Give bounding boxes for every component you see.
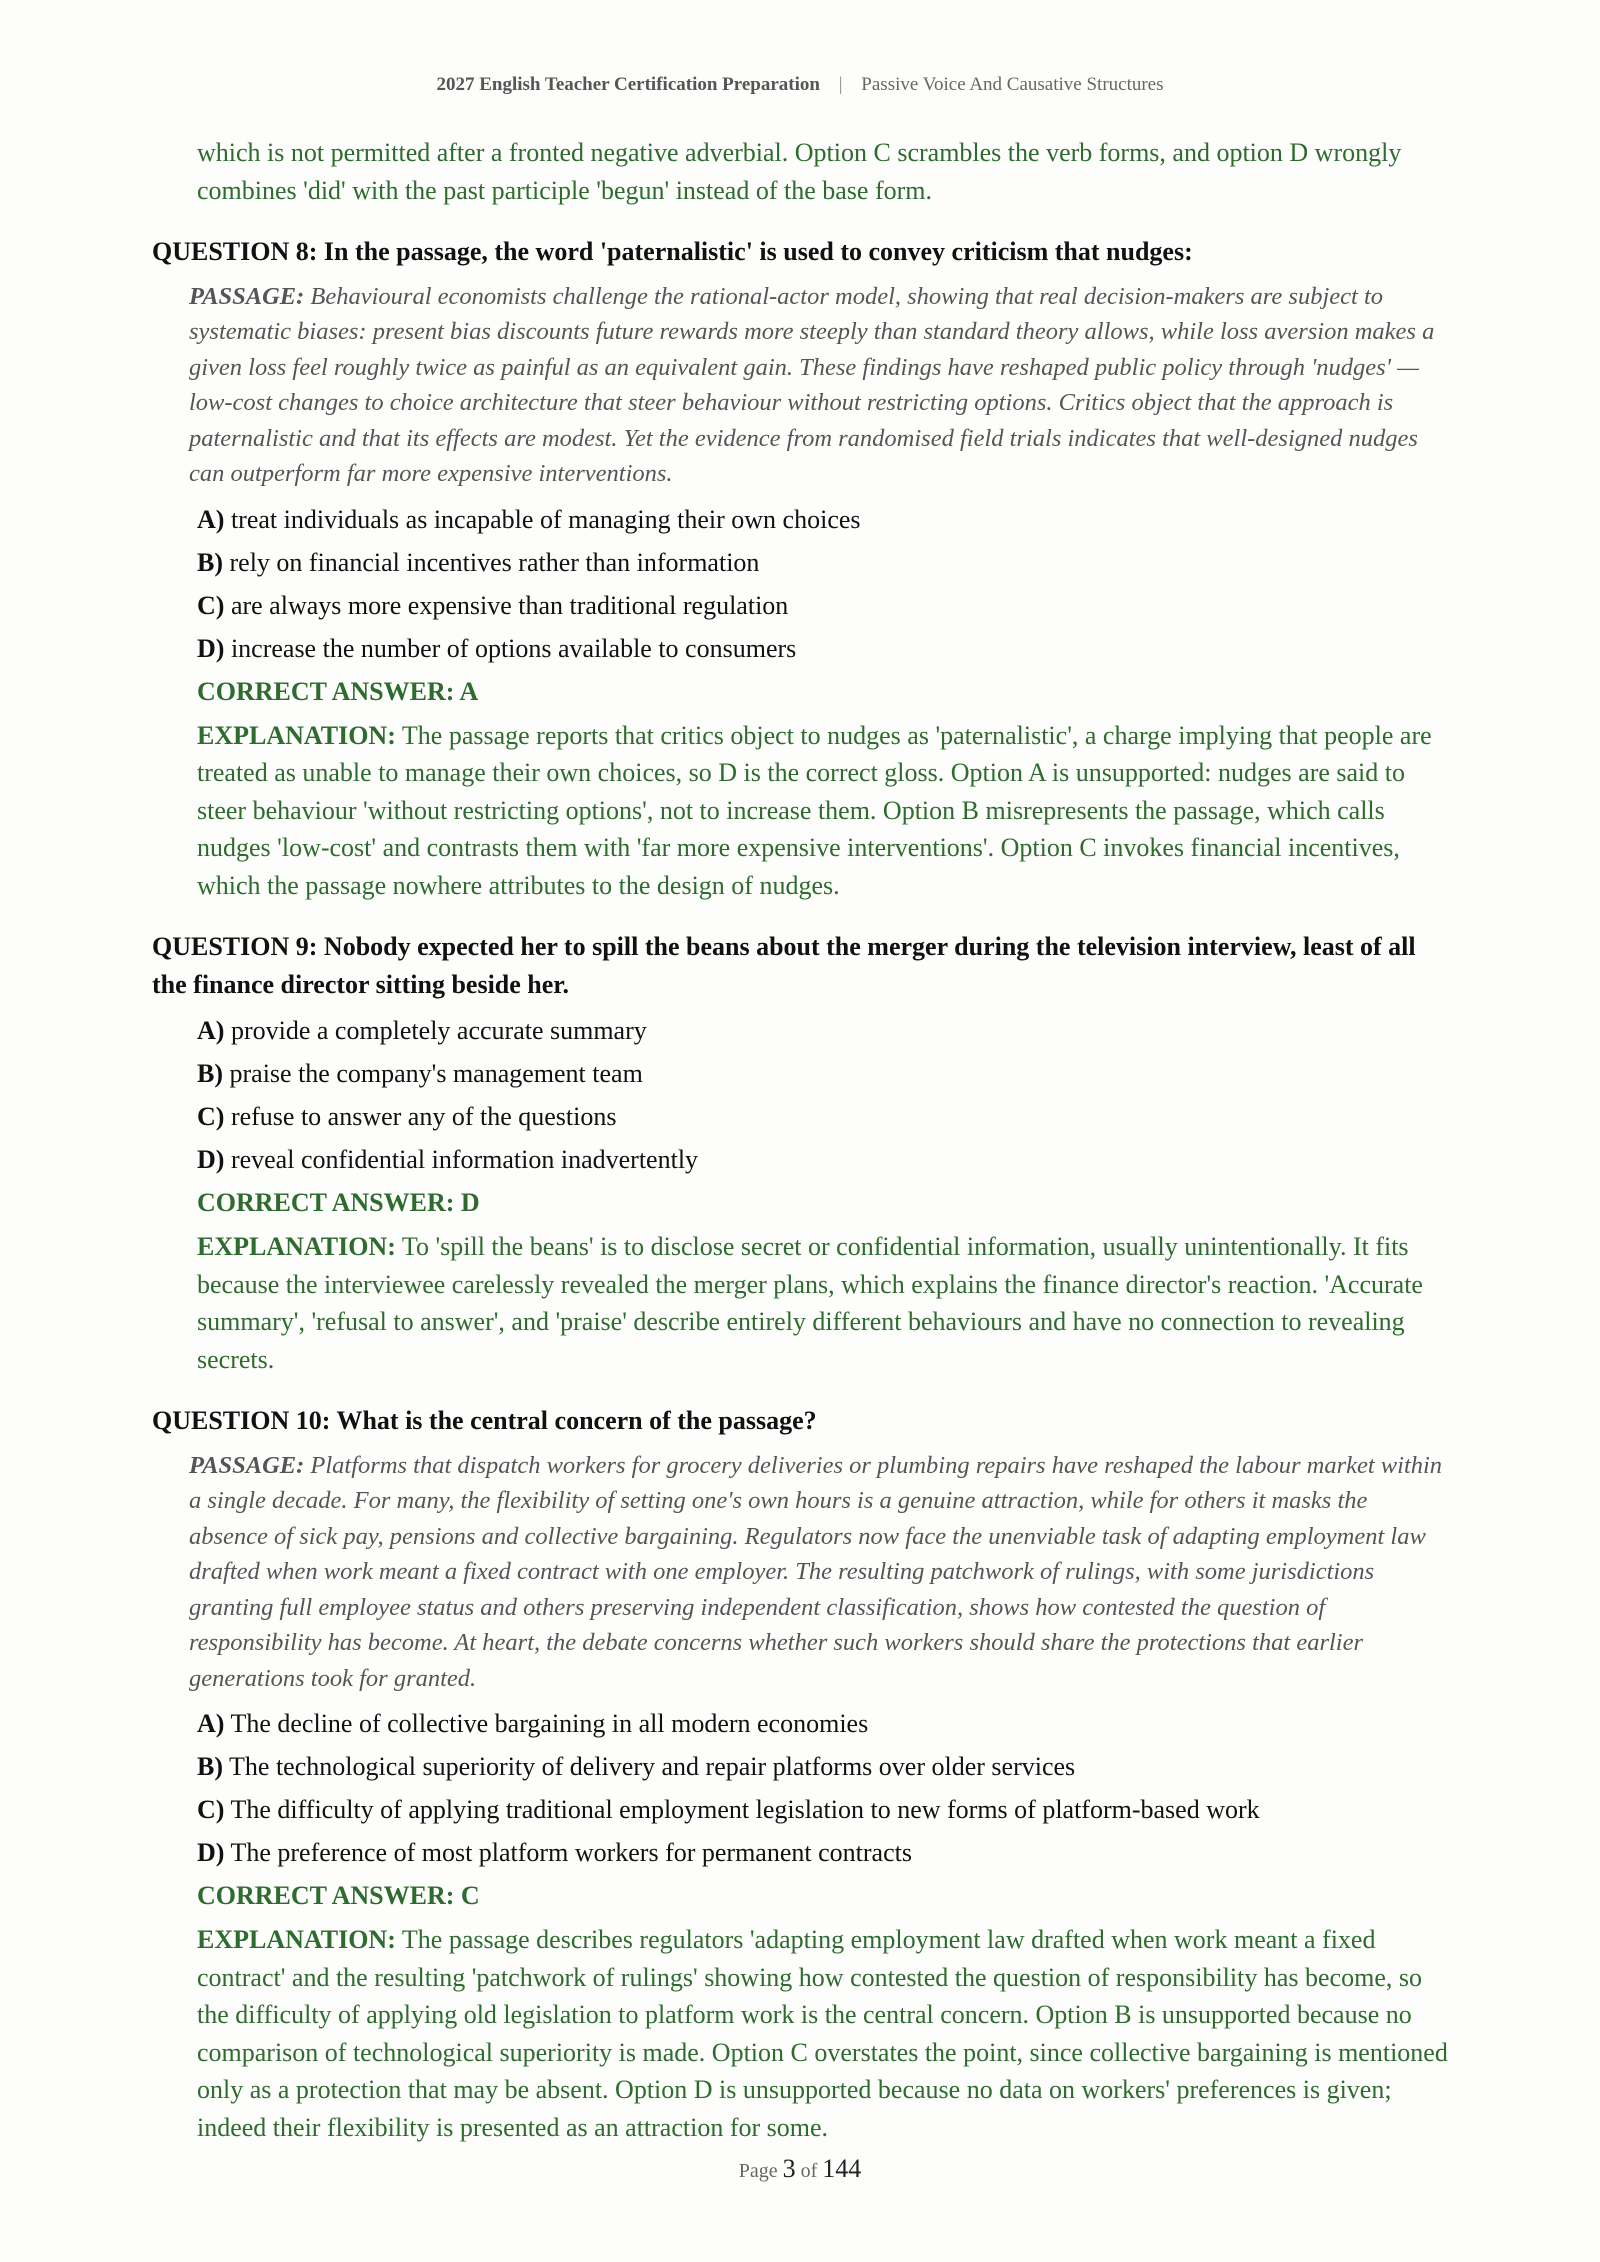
explanation-label: EXPLANATION:: [197, 1232, 396, 1261]
explanation-label: EXPLANATION:: [197, 720, 396, 750]
header-title: 2027 English Teacher Certification Preparation: [436, 74, 820, 95]
option-text: The technological superiority of delivery and repair platforms over older services: [229, 1752, 1076, 1781]
page-word: Page: [738, 2160, 778, 2182]
option-letter: A): [197, 504, 225, 534]
option-text: rely on financial incentives rather than information: [229, 547, 760, 577]
option-letter: D): [197, 1838, 225, 1867]
option-text: reveal confidential information inadvertently: [230, 1145, 699, 1174]
option-b: [197, 541, 1452, 584]
question-block-8: [152, 233, 1452, 904]
question-title: QUESTION 10: What is the central concern of the passage?: [152, 1406, 817, 1435]
option-letter: B): [197, 1059, 223, 1088]
option-letter: C): [197, 1795, 225, 1824]
page-footer: [0, 2154, 1600, 2184]
option-a: [197, 1009, 1452, 1052]
header-subtitle: Passive Voice And Causative Structures: [861, 74, 1164, 95]
option-a: [197, 1702, 1452, 1745]
passage-label: PASSAGE:: [189, 1451, 305, 1479]
page-header: [0, 74, 1600, 96]
option-text: increase the number of options available to consumers: [230, 633, 797, 663]
continued-explanation: which is not permitted after a fronted negative adverbial. Option C scrambles the verb forms, and option D wrongly combines 'did' with the past participle 'begun' instead of the base form.: [197, 138, 1402, 205]
explanation: [197, 1921, 1452, 2146]
option-c: [197, 1788, 1452, 1831]
option-b: [197, 1052, 1452, 1095]
total-pages: 144: [822, 2154, 862, 2183]
option-text: The difficulty of applying traditional employment legislation to new forms of platform-based work: [230, 1795, 1260, 1824]
correct-answer: CORRECT ANSWER: A: [197, 676, 479, 706]
passage-text: Behavioural economists challenge the rational-actor model, showing that real decision-makers are subject to systematic biases: present bias discounts future rewards more steeply than standard theory allows, while loss aversion makes a given loss feel roughly twice as painful as an equivalent gain. These findings have reshaped public policy through 'nudges' — low-cost changes to choice architecture that steer behaviour without restricting options. Critics object that the approach is paternalistic and that its effects are modest. Yet the evidence from randomised field trials indicates that well-designed nudges can outperform far more expensive interventions.: [189, 282, 1435, 487]
option-text: treat individuals as incapable of managing their own choices: [230, 504, 861, 534]
option-letter: C): [197, 590, 225, 620]
passage: [189, 279, 1452, 492]
option-text: refuse to answer any of the questions: [230, 1102, 617, 1131]
option-c: [197, 584, 1452, 627]
explanation-text: To 'spill the beans' is to disclose secret or confidential information, usually unintentionally. It fits because the interviewee carelessly revealed the merger plans, which explains the finance director's reaction. 'Accurate summary', 'refusal to answer', and 'praise' describe entirely different behaviours and have no connection to revealing secrets.: [197, 1232, 1423, 1374]
option-letter: D): [197, 633, 225, 663]
options-list: [197, 1009, 1452, 1181]
question-block-10: [152, 1402, 1452, 2146]
header-separator: |: [838, 74, 843, 95]
option-c: [197, 1095, 1452, 1138]
option-letter: A): [197, 1016, 225, 1045]
question-title: QUESTION 9: Nobody expected her to spill the beans about the merger during the television interview, least of all the finance director sitting beside her.: [152, 932, 1416, 999]
option-letter: B): [197, 547, 223, 577]
options-list: [197, 1702, 1452, 1874]
option-a: [197, 498, 1452, 541]
option-letter: C): [197, 1102, 225, 1131]
option-d: [197, 627, 1452, 670]
explanation-text: The passage describes regulators 'adapting employment law drafted when work meant a fixed contract' and the resulting 'patchwork of rulings' showing how contested the question of responsibility has become, so the difficulty of applying old legislation to platform work is the central concern. Option B is unsupported because no comparison of technological superiority is made. Option C overstates the point, since collective bargaining is mentioned only as a protection that may be absent. Option D is unsupported because no data on workers' preferences is given; indeed their flexibility is presented as an attraction for some.: [197, 1925, 1448, 2142]
correct-answer: CORRECT ANSWER: D: [197, 1188, 480, 1217]
question-title: QUESTION 8: In the passage, the word 'paternalistic' is used to convey criticism that nudges:: [152, 237, 1193, 266]
option-letter: A): [197, 1709, 225, 1738]
option-letter: B): [197, 1752, 223, 1781]
explanation-text: The passage reports that critics object to nudges as 'paternalistic', a charge implying that people are treated as unable to manage their own choices, so D is the correct gloss. Option A is unsupported: nudges are said to steer behaviour 'without restricting options', not to increase them. Option B misrepresents the passage, which calls nudges 'low-cost' and contrasts them with 'far more expensive interventions'. Option C invokes financial incentives, which the passage nowhere attributes to the design of nudges.: [197, 720, 1432, 900]
option-text: are always more expensive than traditional regulation: [230, 590, 789, 620]
option-text: The preference of most platform workers for permanent contracts: [230, 1838, 912, 1867]
option-d: [197, 1138, 1452, 1181]
passage-label: PASSAGE:: [189, 282, 305, 310]
passage-text: Platforms that dispatch workers for grocery deliveries or plumbing repairs have reshaped the labour market within a single decade. For many, the flexibility of setting one's own hours is a genuine attraction, while for others it masks the absence of sick pay, pensions and collective bargaining. Regulators now face the unenviable task of adapting employment law drafted when work meant a fixed contract with one employer. The resulting patchwork of rulings, with some jurisdictions granting full employee status and others preserving independent classification, shows how contested the question of responsibility has become. At heart, the debate concerns whether such workers should share the protections that earlier generations took for granted.: [189, 1451, 1443, 1692]
explanation: [197, 1228, 1452, 1378]
passage: [189, 1448, 1452, 1697]
page-number: 3: [782, 2154, 796, 2183]
explanation-label: EXPLANATION:: [197, 1925, 396, 1954]
explanation: [197, 717, 1452, 905]
option-d: [197, 1831, 1452, 1874]
correct-answer: CORRECT ANSWER: C: [197, 1881, 480, 1910]
option-text: praise the company's management team: [229, 1059, 643, 1088]
option-b: [197, 1745, 1452, 1788]
page-content: [152, 134, 1452, 2146]
question-block-9: [152, 928, 1452, 1378]
of-word: of: [800, 2160, 818, 2182]
option-letter: D): [197, 1145, 225, 1174]
option-text: provide a completely accurate summary: [230, 1016, 647, 1045]
options-list: [197, 498, 1452, 670]
option-text: The decline of collective bargaining in all modern economies: [230, 1709, 869, 1738]
